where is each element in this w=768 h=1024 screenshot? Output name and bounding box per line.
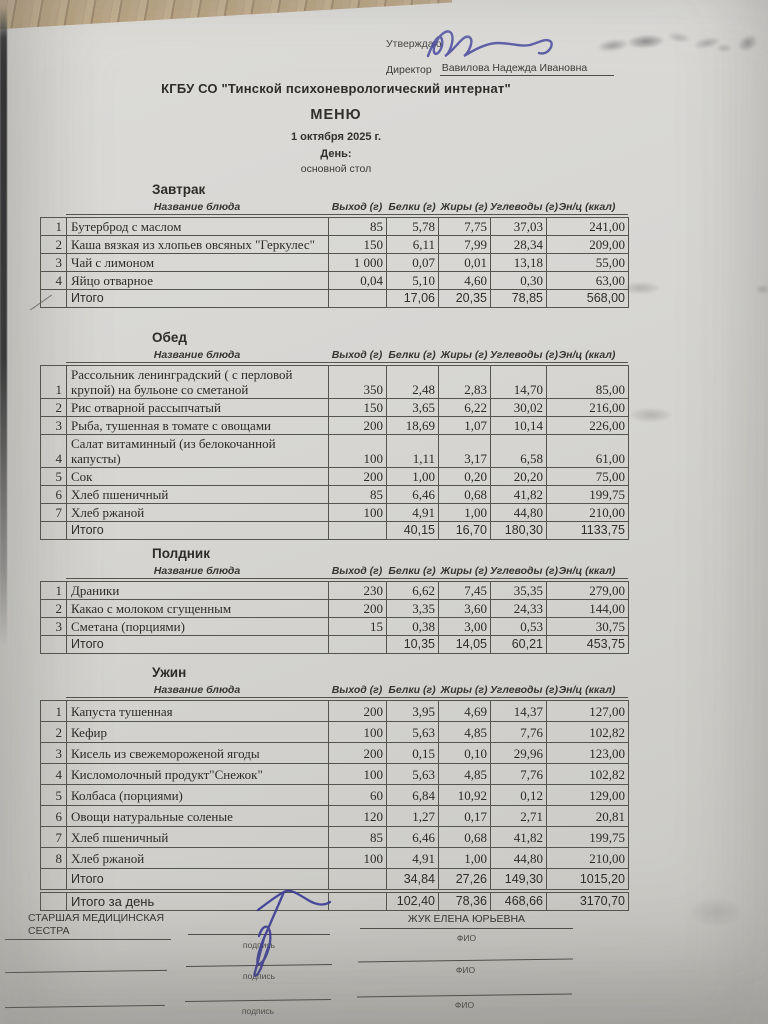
breakfast-table (40, 217, 629, 308)
protein-grams: 0,38 (387, 618, 439, 636)
snack-table (40, 581, 629, 654)
total-label: Итого (67, 290, 329, 308)
total-label: Итого (67, 522, 329, 540)
dish-name: Кисель из свежемороженой ягоды (67, 743, 329, 764)
protein-grams: 3,95 (387, 701, 439, 722)
column-header-kcal: Эн/ц (ккал) (546, 201, 628, 215)
energy-kcal: 210,00 (547, 504, 629, 522)
fio-caption: ФИО (454, 1000, 475, 1010)
row-number: 3 (41, 417, 67, 435)
grand-total-fat: 78,36 (439, 893, 491, 911)
meal-section-breakfast (40, 182, 630, 308)
document-header (0, 81, 672, 175)
energy-kcal: 199,75 (547, 827, 629, 848)
total-protein: 17,06 (387, 290, 439, 308)
fat-grams: 2,83 (439, 366, 491, 399)
total-label: Итого (67, 636, 329, 654)
energy-kcal: 61,00 (547, 435, 629, 468)
responsible-name: ЖУК ЕЛЕНА ЮРЬЕВНА (407, 913, 526, 925)
carbs-grams: 24,33 (491, 600, 547, 618)
desk-surface (0, 0, 452, 30)
column-header-fat: Жиры (г) (438, 684, 490, 698)
energy-kcal: 216,00 (547, 399, 629, 417)
menu-date: 1 октября 2025 г. (290, 131, 382, 143)
menu-item-row (41, 743, 629, 764)
menu-item-row (41, 254, 629, 272)
column-header-fat: Жиры (г) (438, 349, 490, 363)
protein-grams: 1,27 (387, 806, 439, 827)
column-header-output: Выход (г) (328, 201, 386, 215)
column-header-num (40, 684, 66, 698)
signature-line (185, 999, 331, 1002)
ink-smudge (756, 285, 768, 294)
carbs-grams: 13,18 (491, 254, 547, 272)
carbs-grams: 7,76 (491, 722, 547, 743)
total-kcal: 453,75 (547, 636, 629, 654)
column-header-kcal: Эн/ц (ккал) (546, 684, 628, 698)
dish-name: Хлеб пшеничный (67, 827, 329, 848)
output-grams: 200 (329, 743, 387, 764)
row-number: 1 (41, 582, 67, 600)
carbs-grams: 0,12 (491, 785, 547, 806)
meal-section-snack (40, 546, 630, 654)
grand-total-kcal: 3170,70 (547, 893, 629, 911)
carbs-grams: 6,58 (491, 435, 547, 468)
menu-item-row (41, 582, 629, 600)
energy-kcal: 123,00 (547, 743, 629, 764)
protein-grams: 6,84 (387, 785, 439, 806)
ink-smudge (628, 34, 665, 49)
day-label: День: (320, 148, 352, 160)
column-header-fat: Жиры (г) (438, 565, 490, 579)
table-header-row (40, 565, 628, 579)
carbs-grams: 35,35 (491, 582, 547, 600)
protein-grams: 3,65 (387, 399, 439, 417)
total-kcal: 1133,75 (547, 522, 629, 540)
fat-grams: 7,45 (439, 582, 491, 600)
row-number: 7 (41, 827, 67, 848)
protein-grams: 0,15 (387, 743, 439, 764)
organization-name: КГБУ СО "Тинской психоневрологический интернат" (161, 81, 511, 96)
total-row (41, 636, 629, 654)
table-header-row (40, 684, 628, 698)
energy-kcal: 85,00 (547, 366, 629, 399)
ink-smudge (690, 898, 742, 926)
grand-total-carbs: 468,66 (491, 893, 547, 911)
row-number: 2 (41, 600, 67, 618)
grand-total-protein: 102,40 (387, 893, 439, 911)
protein-grams: 0,07 (387, 254, 439, 272)
menu-item-row (41, 399, 629, 417)
fat-grams: 1,00 (439, 504, 491, 522)
column-header-protein: Белки (г) (386, 684, 438, 698)
row-number: 7 (41, 504, 67, 522)
meal-title: Ужин (152, 665, 187, 680)
column-header-kcal: Эн/ц (ккал) (546, 565, 628, 579)
protein-grams: 5,78 (387, 218, 439, 236)
row-number: 6 (41, 486, 67, 504)
protein-grams: 1,00 (387, 468, 439, 486)
column-header-dish: Название блюда (66, 201, 328, 215)
total-label: Итого (67, 869, 329, 890)
fat-grams: 3,17 (439, 435, 491, 468)
dish-name: Рыба, тушенная в томате с овощами (67, 417, 329, 435)
protein-grams: 5,63 (387, 722, 439, 743)
energy-kcal: 210,00 (547, 848, 629, 869)
carbs-grams: 41,82 (491, 486, 547, 504)
column-header-fat: Жиры (г) (438, 201, 490, 215)
carbs-grams: 7,76 (491, 764, 547, 785)
signature-caption: подпись (242, 971, 276, 981)
dish-name: Салат витаминный (из белокочанной капусты) (67, 435, 329, 468)
carbs-grams: 29,96 (491, 743, 547, 764)
menu-item-row (41, 848, 629, 869)
column-header-dish: Название блюда (66, 565, 328, 579)
total-carbs: 149,30 (491, 869, 547, 890)
energy-kcal: 30,75 (547, 618, 629, 636)
carbs-grams: 28,34 (491, 236, 547, 254)
row-number: 6 (41, 806, 67, 827)
output-grams: 100 (329, 764, 387, 785)
menu-item-row (41, 618, 629, 636)
grand-total-label: Итого за день (67, 893, 329, 911)
position-underline (5, 939, 171, 940)
total-fat: 27,26 (439, 869, 491, 890)
menu-item-row (41, 504, 629, 522)
output-grams: 100 (329, 848, 387, 869)
fat-grams: 0,68 (439, 827, 491, 848)
meal-title: Полдник (152, 546, 210, 561)
carbs-grams: 37,03 (491, 218, 547, 236)
fat-grams: 0,68 (439, 486, 491, 504)
column-header-dish: Название блюда (66, 684, 328, 698)
menu-item-row (41, 785, 629, 806)
output-grams: 85 (329, 827, 387, 848)
total-carbs: 60,21 (491, 636, 547, 654)
fat-grams: 0,01 (439, 254, 491, 272)
fat-grams: 6,22 (439, 399, 491, 417)
row-number: 3 (41, 254, 67, 272)
dish-name: Сметана (порциями) (67, 618, 329, 636)
protein-grams: 2,48 (387, 366, 439, 399)
dish-name: Драники (67, 582, 329, 600)
dish-name: Чай с лимоном (67, 254, 329, 272)
energy-kcal: 209,00 (547, 236, 629, 254)
total-protein: 34,84 (387, 869, 439, 890)
row-number: 8 (41, 848, 67, 869)
fat-grams: 3,00 (439, 618, 491, 636)
output-grams: 0,04 (329, 272, 387, 290)
signature-caption: подпись (241, 1006, 275, 1016)
menu-item-row (41, 827, 629, 848)
output-grams: 100 (329, 504, 387, 522)
menu-item-row (41, 435, 629, 468)
carbs-grams: 0,53 (491, 618, 547, 636)
column-header-carbs: Углеводы (г) (490, 565, 559, 577)
total-carbs: 78,85 (491, 290, 547, 308)
table-header-row (40, 201, 628, 215)
dish-name: Кефир (67, 722, 329, 743)
row-number: 4 (41, 435, 67, 468)
fat-grams: 4,60 (439, 272, 491, 290)
protein-grams: 6,11 (387, 236, 439, 254)
ink-smudge (667, 31, 690, 44)
menu-item-row (41, 701, 629, 722)
meal-title: Обед (152, 330, 187, 345)
total-row (41, 290, 629, 308)
fat-grams: 4,85 (439, 722, 491, 743)
column-header-num (40, 201, 66, 215)
energy-kcal: 20,81 (547, 806, 629, 827)
dish-name: Рассольник ленинградский ( с перловой крупой) на бульоне со сметаной (67, 366, 329, 399)
carbs-grams: 30,02 (491, 399, 547, 417)
menu-item-row (41, 764, 629, 785)
column-header-kcal: Эн/ц (ккал) (546, 349, 628, 363)
carbs-grams: 0,30 (491, 272, 547, 290)
nurse-signature-icon (232, 880, 347, 980)
lunch-table (40, 365, 629, 540)
total-fat: 14,05 (439, 636, 491, 654)
protein-grams: 1,11 (387, 435, 439, 468)
carbs-grams: 44,80 (491, 504, 547, 522)
column-header-carbs: Углеводы (г) (490, 349, 559, 361)
energy-kcal: 226,00 (547, 417, 629, 435)
output-grams: 350 (329, 366, 387, 399)
menu-item-row (41, 236, 629, 254)
output-grams: 1 000 (329, 254, 387, 272)
column-header-dish: Название блюда (66, 349, 328, 363)
energy-kcal: 55,00 (547, 254, 629, 272)
menu-item-row (41, 272, 629, 290)
row-number: 3 (41, 743, 67, 764)
row-number: 3 (41, 618, 67, 636)
fat-grams: 0,17 (439, 806, 491, 827)
protein-grams: 6,46 (387, 486, 439, 504)
row-number: 1 (41, 701, 67, 722)
protein-grams: 6,46 (387, 827, 439, 848)
director-label: Директор (386, 64, 432, 76)
energy-kcal: 75,00 (547, 468, 629, 486)
table-header-row (40, 349, 628, 363)
carbs-grams: 44,80 (491, 848, 547, 869)
fat-grams: 0,20 (439, 468, 491, 486)
meal-section-dinner (40, 665, 630, 890)
output-grams: 200 (329, 417, 387, 435)
column-header-carbs: Углеводы (г) (490, 201, 559, 213)
protein-grams: 4,91 (387, 848, 439, 869)
menu-item-row (41, 600, 629, 618)
energy-kcal: 144,00 (547, 600, 629, 618)
menu-item-row (41, 806, 629, 827)
protein-grams: 5,63 (387, 764, 439, 785)
menu-item-row (41, 218, 629, 236)
total-kcal: 1015,20 (547, 869, 629, 890)
energy-kcal: 279,00 (547, 582, 629, 600)
approve-label: Утверждаю (386, 38, 442, 50)
output-grams: 85 (329, 218, 387, 236)
output-grams: 60 (329, 785, 387, 806)
row-number: 1 (41, 366, 67, 399)
total-protein: 10,35 (387, 636, 439, 654)
protein-grams: 18,69 (387, 417, 439, 435)
total-row (41, 522, 629, 540)
column-header-num (40, 349, 66, 363)
fio-caption: ФИО (455, 965, 476, 975)
fat-grams: 3,60 (439, 600, 491, 618)
carbs-grams: 14,37 (491, 701, 547, 722)
menu-item-row (41, 486, 629, 504)
blank-line (5, 970, 167, 973)
row-number: 2 (41, 722, 67, 743)
output-grams: 150 (329, 236, 387, 254)
column-header-protein: Белки (г) (386, 349, 438, 363)
carbs-grams: 14,70 (491, 366, 547, 399)
energy-kcal: 63,00 (547, 272, 629, 290)
fio-caption: ФИО (456, 933, 477, 943)
name-line (358, 958, 573, 962)
energy-kcal: 129,00 (547, 785, 629, 806)
column-header-protein: Белки (г) (386, 201, 438, 215)
column-header-output: Выход (г) (328, 565, 386, 579)
dish-name: Колбаса (порциями) (67, 785, 329, 806)
ink-smudge (630, 408, 672, 422)
row-number: 5 (41, 468, 67, 486)
director-name: Вавилова Надежда Ивановна (440, 62, 614, 76)
ink-smudge (736, 32, 760, 54)
fat-grams: 7,75 (439, 218, 491, 236)
dish-name: Хлеб пшеничный (67, 486, 329, 504)
menu-item-row (41, 722, 629, 743)
dish-name: Какао с молоком сгущенным (67, 600, 329, 618)
dish-name: Яйцо отварное (67, 272, 329, 290)
fat-grams: 4,85 (439, 764, 491, 785)
carbs-grams: 41,82 (491, 827, 547, 848)
menu-item-row (41, 468, 629, 486)
dish-name: Хлеб ржаной (67, 504, 329, 522)
carbs-grams: 2,71 (491, 806, 547, 827)
position-title: СТАРШАЯ МЕДИЦИНСКАЯ СЕСТРА (28, 912, 165, 937)
total-fat: 16,70 (439, 522, 491, 540)
output-grams: 100 (329, 435, 387, 468)
protein-grams: 6,62 (387, 582, 439, 600)
signature-caption: подпись (242, 940, 276, 950)
fat-grams: 10,92 (439, 785, 491, 806)
row-number: 4 (41, 764, 67, 785)
protein-grams: 5,10 (387, 272, 439, 290)
fat-grams: 7,99 (439, 236, 491, 254)
output-grams: 120 (329, 806, 387, 827)
meal-title: Завтрак (152, 182, 206, 197)
output-grams: 150 (329, 399, 387, 417)
dinner-table (40, 700, 629, 890)
dish-name: Рис отварной рассыпчатый (67, 399, 329, 417)
output-grams: 200 (329, 468, 387, 486)
carbs-grams: 20,20 (491, 468, 547, 486)
menu-item-row (41, 417, 629, 435)
total-kcal: 568,00 (547, 290, 629, 308)
name-line (357, 993, 572, 997)
energy-kcal: 102,82 (547, 764, 629, 785)
row-number: 5 (41, 785, 67, 806)
name-line (360, 928, 573, 929)
protein-grams: 3,35 (387, 600, 439, 618)
day-value: основной стол (300, 163, 372, 175)
total-carbs: 180,30 (491, 522, 547, 540)
output-grams: 100 (329, 722, 387, 743)
output-grams: 230 (329, 582, 387, 600)
energy-kcal: 199,75 (547, 486, 629, 504)
row-number: 4 (41, 272, 67, 290)
output-grams: 85 (329, 486, 387, 504)
dish-name: Каша вязкая из хлопьев овсяных "Геркулес" (67, 236, 329, 254)
energy-kcal: 241,00 (547, 218, 629, 236)
director-signature-icon (418, 16, 563, 68)
output-grams: 200 (329, 701, 387, 722)
protein-grams: 4,91 (387, 504, 439, 522)
carbs-grams: 10,14 (491, 417, 547, 435)
row-number: 2 (41, 236, 67, 254)
energy-kcal: 127,00 (547, 701, 629, 722)
total-fat: 20,35 (439, 290, 491, 308)
ink-smudge (693, 35, 721, 50)
ink-smudge (716, 44, 732, 52)
dish-name: Хлеб ржаной (67, 848, 329, 869)
column-header-num (40, 565, 66, 579)
dish-name: Кисломолочный продукт"Снежок" (67, 764, 329, 785)
row-number: 1 (41, 218, 67, 236)
output-grams: 15 (329, 618, 387, 636)
meal-section-lunch (40, 330, 630, 540)
energy-kcal: 102,82 (547, 722, 629, 743)
dish-name: Капуста тушенная (67, 701, 329, 722)
dish-name: Сок (67, 468, 329, 486)
row-number: 2 (41, 399, 67, 417)
fat-grams: 1,00 (439, 848, 491, 869)
document-title: МЕНЮ (310, 107, 362, 123)
dish-name: Овощи натуральные соленые (67, 806, 329, 827)
fat-grams: 0,10 (439, 743, 491, 764)
fat-grams: 4,69 (439, 701, 491, 722)
column-header-carbs: Углеводы (г) (490, 684, 559, 696)
column-header-output: Выход (г) (328, 684, 386, 698)
output-grams: 200 (329, 600, 387, 618)
dish-name: Бутерброд с маслом (67, 218, 329, 236)
column-header-output: Выход (г) (328, 349, 386, 363)
menu-item-row (41, 366, 629, 399)
blank-line (5, 1005, 165, 1008)
fat-grams: 1,07 (439, 417, 491, 435)
column-header-protein: Белки (г) (386, 565, 438, 579)
total-protein: 40,15 (387, 522, 439, 540)
